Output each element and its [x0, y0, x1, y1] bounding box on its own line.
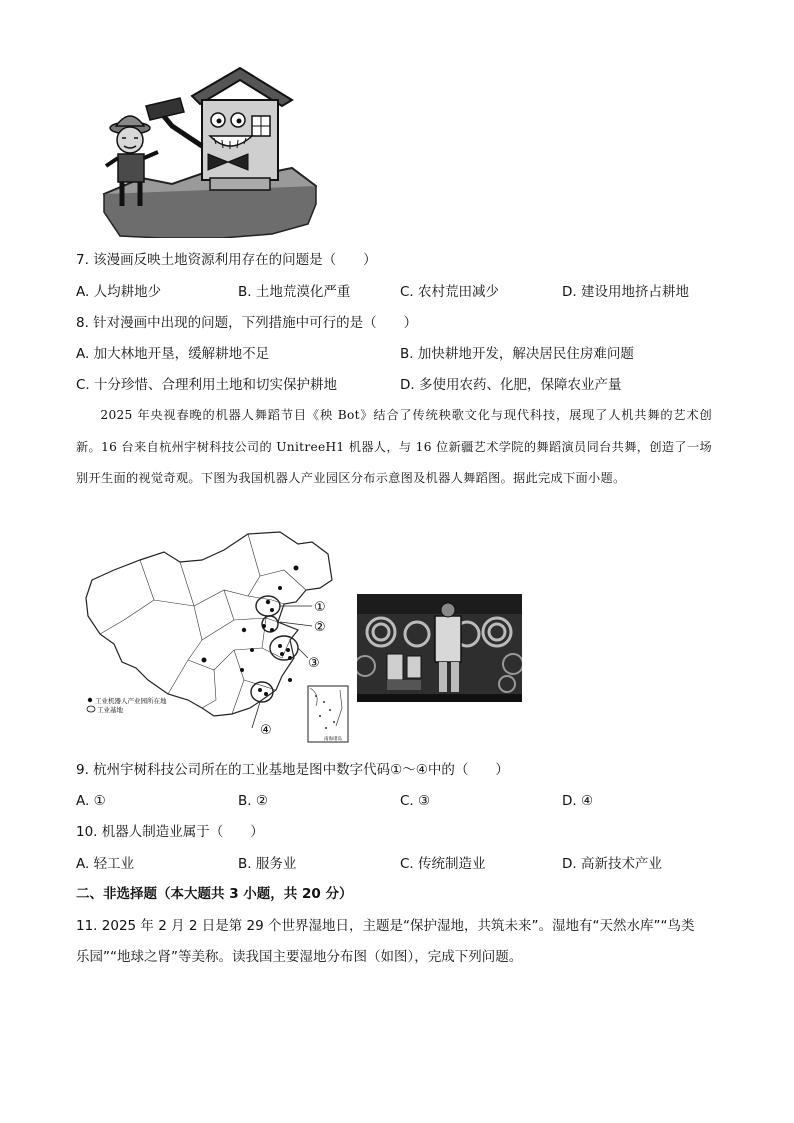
q10-stem: 10. 机器人制造业属于（ ）	[76, 824, 264, 840]
section-2-heading: 二、非选择题（本大题共 3 小题，共 20 分）	[76, 886, 353, 902]
inset-label: 南海诸岛	[324, 737, 342, 742]
q8-stem: 8. 针对漫画中出现的问题，下列措施中可行的是（ ）	[76, 315, 418, 331]
map-marker-3: ③	[308, 656, 320, 671]
q10-option-d[interactable]: D. 高新技术产业	[562, 856, 662, 872]
q10-option-a[interactable]: A. 轻工业	[76, 856, 135, 872]
legend-park: 工业机器人产业园所在地	[95, 697, 167, 705]
q7-option-b[interactable]: B. 土地荒漠化严重	[238, 284, 351, 300]
q9-option-d[interactable]: D. ④	[562, 793, 594, 809]
cartoon-illustration	[102, 66, 320, 238]
map-marker-1: ①	[314, 600, 326, 615]
south-sea-inset	[308, 686, 348, 742]
reading-passage: 2025 年央视春晚的机器人舞蹈节目《秧 Bot》结合了传统秧歌文化与现代科技，展现了人机共舞的艺术创新。16 台来自杭州宇树科技公司的 UnitreeH1 机器人，与 16 位新疆艺术学院的舞蹈演员同台共舞，创造了一场别开生面的视觉奇观。下图为我国机器人产业园区分布示意图及机器人舞蹈图。据此完成下面小题。	[76, 408, 712, 485]
q7-stem: 7. 该漫画反映土地资源利用存在的问题是（ ）	[76, 252, 377, 268]
q10-option-b[interactable]: B. 服务业	[238, 856, 297, 872]
q7-option-a[interactable]: A. 人均耕地少	[76, 284, 162, 300]
map-marker-2: ②	[314, 620, 326, 635]
q11-line-2: 乐园”“地球之肾”等美称。读我国主要湿地分布图（如图），完成下列问题。	[76, 949, 523, 965]
q8-option-d[interactable]: D. 多使用农药、化肥，保障农业产量	[400, 377, 622, 393]
q8-option-b[interactable]: B. 加快耕地开发，解决居民住房难问题	[400, 346, 634, 362]
legend-base: 工业基地	[97, 706, 123, 714]
q10-option-c[interactable]: C. 传统制造业	[400, 856, 486, 872]
q7-option-d[interactable]: D. 建设用地挤占耕地	[562, 284, 689, 300]
q9-stem: 9. 杭州宇树科技公司所在的工业基地是图中数字代码①～④中的（ ）	[76, 762, 509, 778]
q11-line-1: 11. 2025 年 2 月 2 日是第 29 个世界湿地日，主题是“保护湿地，共筑未来”。湿地有“天然水库”“鸟类	[76, 918, 695, 934]
map-marker-4: ④	[260, 723, 272, 738]
q9-option-c[interactable]: C. ③	[400, 793, 431, 809]
q8-option-a[interactable]: A. 加大林地开垦，缓解耕地不足	[76, 346, 270, 362]
q9-option-a[interactable]: A. ①	[76, 793, 106, 809]
q9-option-b[interactable]: B. ②	[238, 793, 268, 809]
robot-dance-photo	[357, 594, 522, 702]
house-monster	[146, 68, 292, 190]
china-robot-industry-map	[84, 530, 354, 745]
q8-option-c[interactable]: C. 十分珍惜、合理利用土地和切实保护耕地	[76, 377, 338, 393]
q7-option-c[interactable]: C. 农村荒田减少	[400, 284, 500, 300]
